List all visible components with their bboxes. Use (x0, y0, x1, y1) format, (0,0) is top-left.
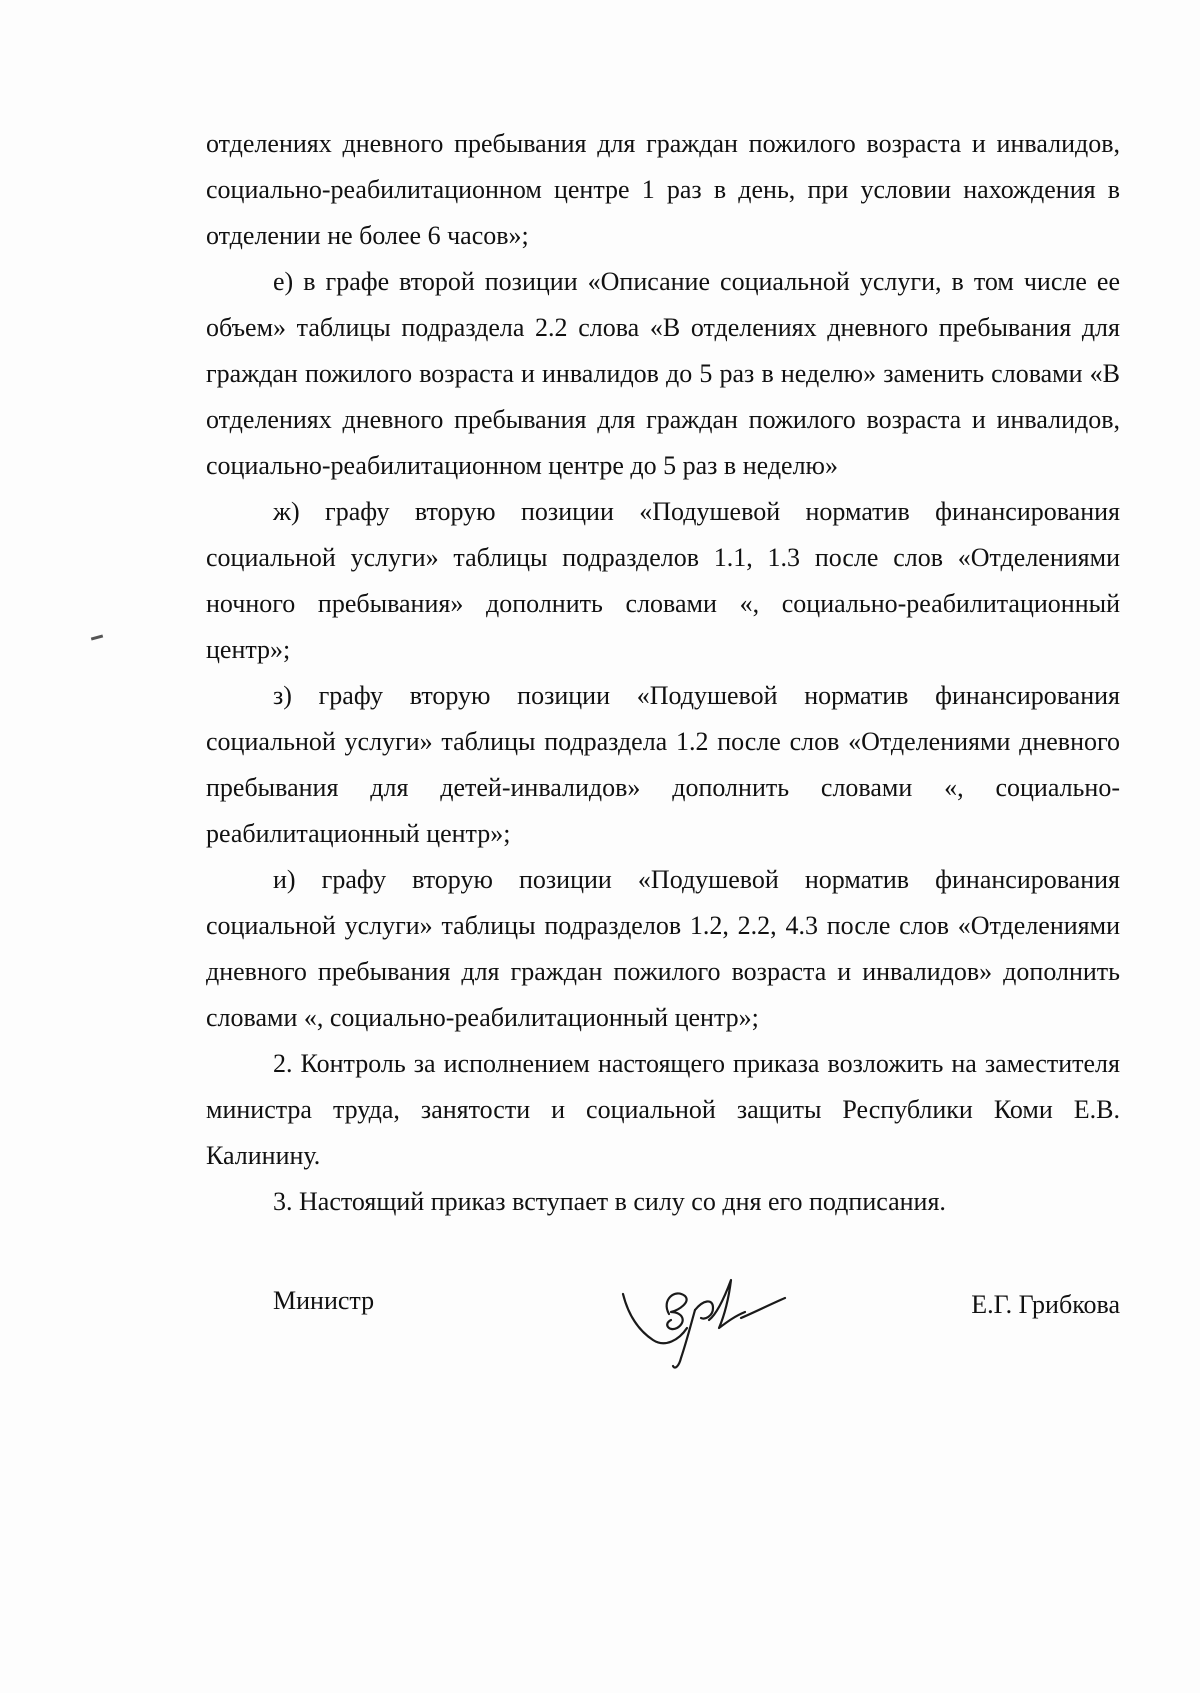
paragraph-i: и) графу вторую позиции «Подушевой норматив финансирования социальной услуги» таблицы подразделов 1.2, 2.2, 4.3 после слов «Отделениями дневного пребывания для граждан пожилого возраста и инвалидов» дополнить словами «, социально-реабилитационный центр»; (206, 865, 1120, 1032)
paragraph-z: з) графу вторую позиции «Подушевой норматив финансирования социальной услуги» таблицы подраздела 1.2 после слов «Отделениями дневного пребывания для детей-инвалидов» дополнить словами «, социально-реабилитационный центр»; (206, 681, 1120, 848)
signatory-title: Министр (273, 1286, 375, 1315)
paragraph-zh: ж) графу вторую позиции «Подушевой норматив финансирования социальной услуги» таблицы подразделов 1.1, 1.3 после слов «Отделениями ночного пребывания» дополнить словами «, социально-реабилитационный центр»; (206, 497, 1120, 664)
scan-speck (91, 634, 103, 640)
document-body (206, 121, 1120, 1225)
paragraph-continuation: отделениях дневного пребывания для граждан пожилого возраста и инвалидов, социально-реабилитационном центре 1 раз в день, при условии нахождения в отделении не более 6 часов»; (206, 129, 1120, 250)
paragraph-e: е) в графе второй позиции «Описание социальной услуги, в том числе ее объем» таблицы подраздела 2.2 слова «В отделениях дневного пребывания для граждан пожилого возраста и инвалидов до 5 раз в неделю» заменить словами «В отделениях дневного пребывания для граждан пожилого возраста и инвалидов, социально-реабилитационном центре до 5 раз в неделю» (206, 267, 1120, 480)
paragraph-effective: 3. Настоящий приказ вступает в силу со дня его подписания. (273, 1187, 946, 1216)
paragraph-control: 2. Контроль за исполнением настоящего приказа возложить на заместителя министра труда, занятости и социальной защиты Республики Коми Е.В. Калинину. (206, 1049, 1120, 1170)
handwritten-signature-icon (613, 1270, 793, 1380)
signature-block (206, 1270, 1120, 1380)
signatory-name: Е.Г. Грибкова (971, 1290, 1120, 1319)
